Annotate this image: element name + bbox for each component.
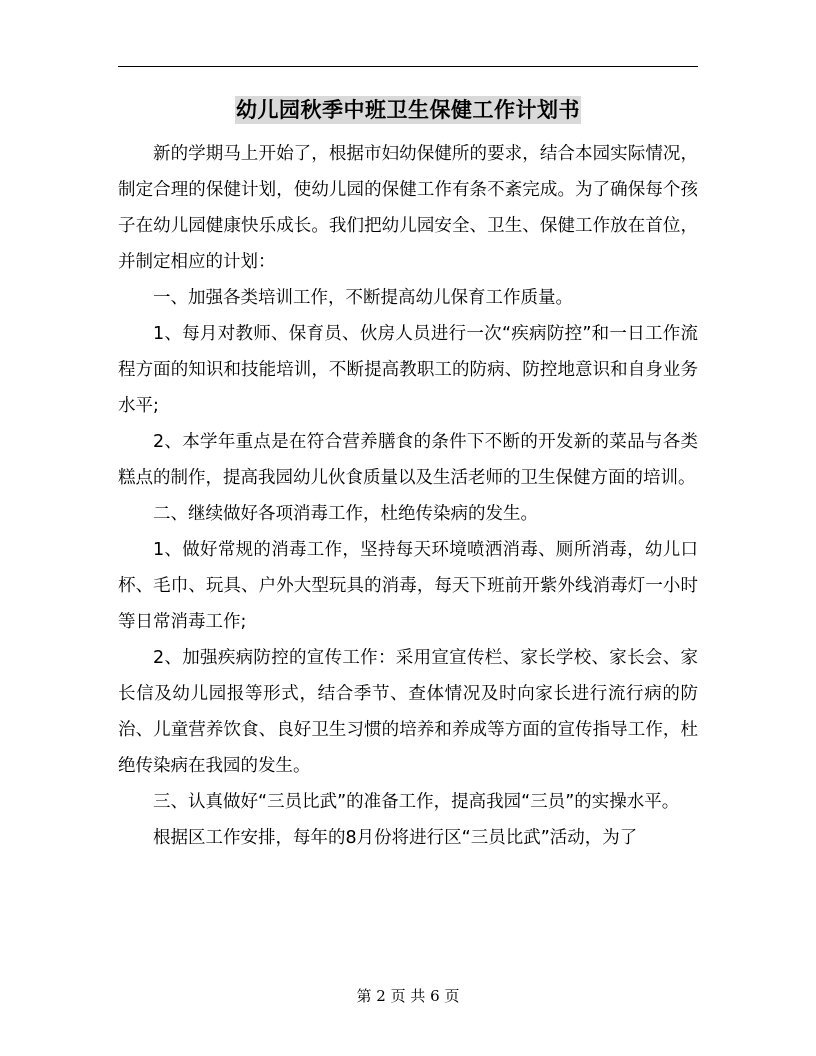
paragraph-2-2: 2、加强疾病防控的宣传工作：采用宣宣传栏、家长学校、家长会、家长信及幼儿园报等形式，结合季节、查体情况及时向家长进行流行病的防治、儿童营养饮食、良好卫生习惯的培养和养成等方面的宣传指导工作，杜绝传染病在我园的发生。 (118, 648, 698, 776)
document-title: 幼儿园秋季中班卫生保健工作计划书 (236, 97, 580, 122)
title-block (0, 96, 816, 124)
document-body (118, 136, 698, 856)
paragraph-1-2: 2、本学年重点是在符合营养膳食的条件下不断的开发新的菜品与各类糕点的制作，提高我园幼儿伙食质量以及生活老师的卫生保健方面的培训。 (118, 432, 698, 488)
section-heading-1: 一、加强各类培训工作，不断提高幼儿保育工作质量。 (153, 288, 573, 308)
section-heading-3: 三、认真做好“三员比武”的准备工作，提高我园“三员”的实操水平。 (153, 792, 680, 812)
paragraph-3-1: 根据区工作安排，每年的8月份将进行区“三员比武”活动，为了 (153, 828, 638, 848)
page-number: 第 2 页 共 6 页 (356, 987, 460, 1005)
header-rule (118, 66, 698, 67)
section-heading-2: 二、继续做好各项消毒工作，杜绝传染病的发生。 (153, 504, 538, 524)
paragraph-intro: 新的学期马上开始了，根据市妇幼保健所的要求，结合本园实际情况，制定合理的保健计划，使幼儿园的保健工作有条不紊完成。为了确保每个孩子在幼儿园健康快乐成长。我们把幼儿园安全、卫生、保健工作放在首位，并制定相应的计划： (118, 144, 698, 272)
paragraph-1-1: 1、每月对教师、保育员、伙房人员进行一次“疾病防控”和一日工作流程方面的知识和技能培训，不断提高教职工的防病、防控地意识和自身业务水平; (118, 324, 698, 416)
paragraph-2-1: 1、做好常规的消毒工作，坚持每天环境喷洒消毒、厕所消毒，幼儿口杯、毛巾、玩具、户外大型玩具的消毒，每天下班前开紫外线消毒灯一小时等日常消毒工作; (118, 540, 698, 632)
